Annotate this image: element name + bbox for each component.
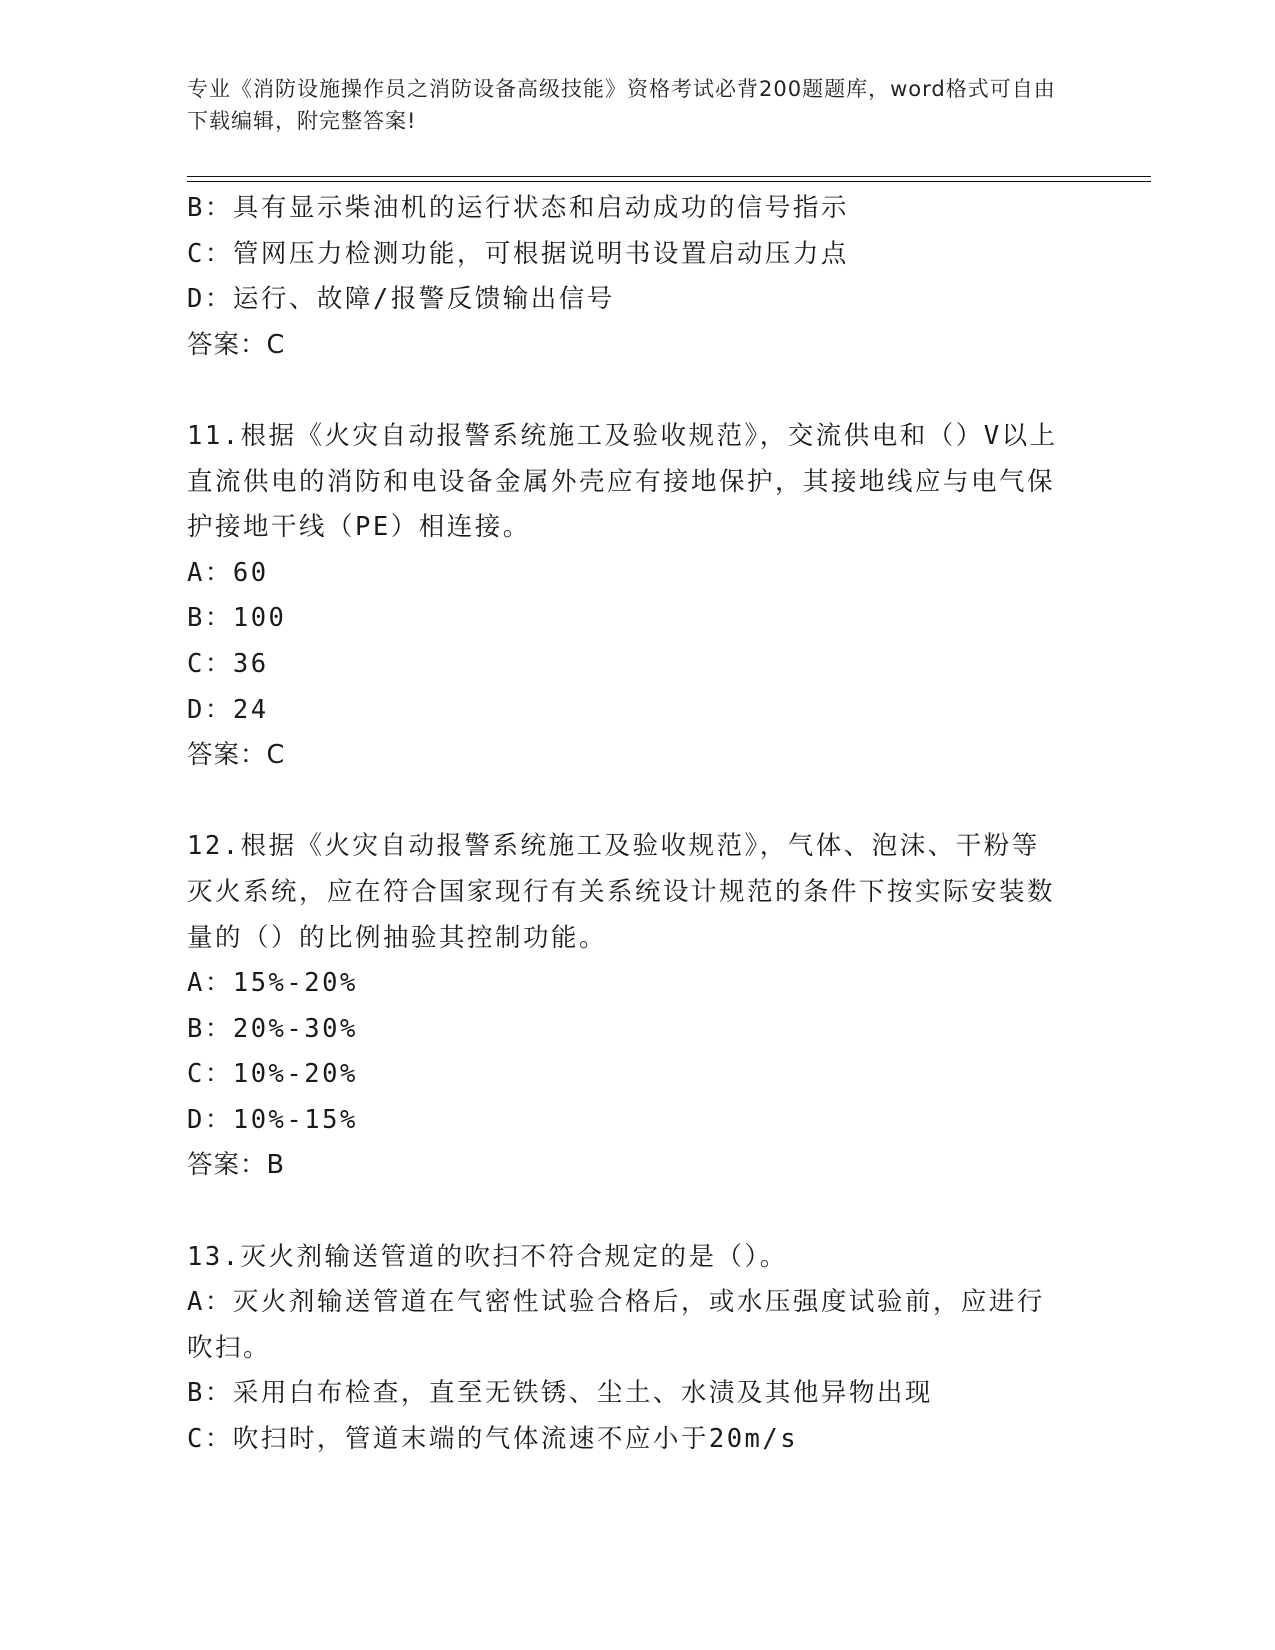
document-header: 专业《消防设施操作员之消防设备高级技能》资格考试必背200题题库，word格式可自由下载编辑，附完整答案! bbox=[187, 77, 1056, 133]
question-10-continued bbox=[187, 186, 1067, 368]
question-13 bbox=[187, 1235, 1067, 1463]
header-rule-bottom bbox=[187, 181, 1151, 182]
option-d: D：24 bbox=[187, 694, 269, 725]
spacer bbox=[187, 1189, 1067, 1235]
option-c: C：10%-20% bbox=[187, 1059, 358, 1090]
option-d: D：运行、故障/报警反馈输出信号 bbox=[187, 284, 615, 315]
answer: 答案：C bbox=[187, 329, 286, 360]
option-a: A：60 bbox=[187, 557, 269, 588]
option-d: D：10%-15% bbox=[187, 1104, 358, 1135]
question-12 bbox=[187, 824, 1067, 1189]
option-a: A：15%-20% bbox=[187, 968, 358, 999]
question-text: 11.根据《火灾自动报警系统施工及验收规范》，交流供电和（）V以上直流供电的消防和电设备金属外壳应有接地保护，其接地线应与电气保护接地干线（PE）相连接。 bbox=[187, 420, 1058, 543]
header-rule-top bbox=[187, 176, 1151, 177]
question-text: 12.根据《火灾自动报警系统施工及验收规范》，气体、泡沫、干粉等灭火系统，应在符合国家现行有关系统设计规范的条件下按实际安装数量的（）的比例抽验其控制功能。 bbox=[187, 831, 1056, 953]
option-b: B：具有显示柴油机的运行状态和启动成功的信号指示 bbox=[187, 193, 849, 223]
option-c: C：36 bbox=[187, 648, 269, 679]
question-list bbox=[187, 186, 1067, 1463]
answer: 答案：C bbox=[187, 740, 286, 771]
option-b: B：100 bbox=[187, 603, 287, 634]
question-text: 13.灭火剂输送管道的吹扫不符合规定的是（）。 bbox=[187, 1241, 788, 1272]
option-a: A：灭火剂输送管道在气密性试验合格后，或水压强度试验前，应进行吹扫。 bbox=[187, 1287, 1045, 1363]
option-b: B：采用白布检查，直至无铁锈、尘土、水渍及其他异物出现 bbox=[187, 1378, 933, 1409]
question-11 bbox=[187, 414, 1067, 779]
option-c: C：管网压力检测功能，可根据说明书设置启动压力点 bbox=[187, 238, 849, 269]
spacer bbox=[187, 779, 1067, 825]
answer: 答案：B bbox=[187, 1150, 285, 1181]
spacer bbox=[187, 368, 1067, 414]
option-c: C：吹扫时，管道末端的气体流速不应小于20m/s bbox=[187, 1424, 799, 1455]
option-b: B：20%-30% bbox=[187, 1013, 358, 1044]
